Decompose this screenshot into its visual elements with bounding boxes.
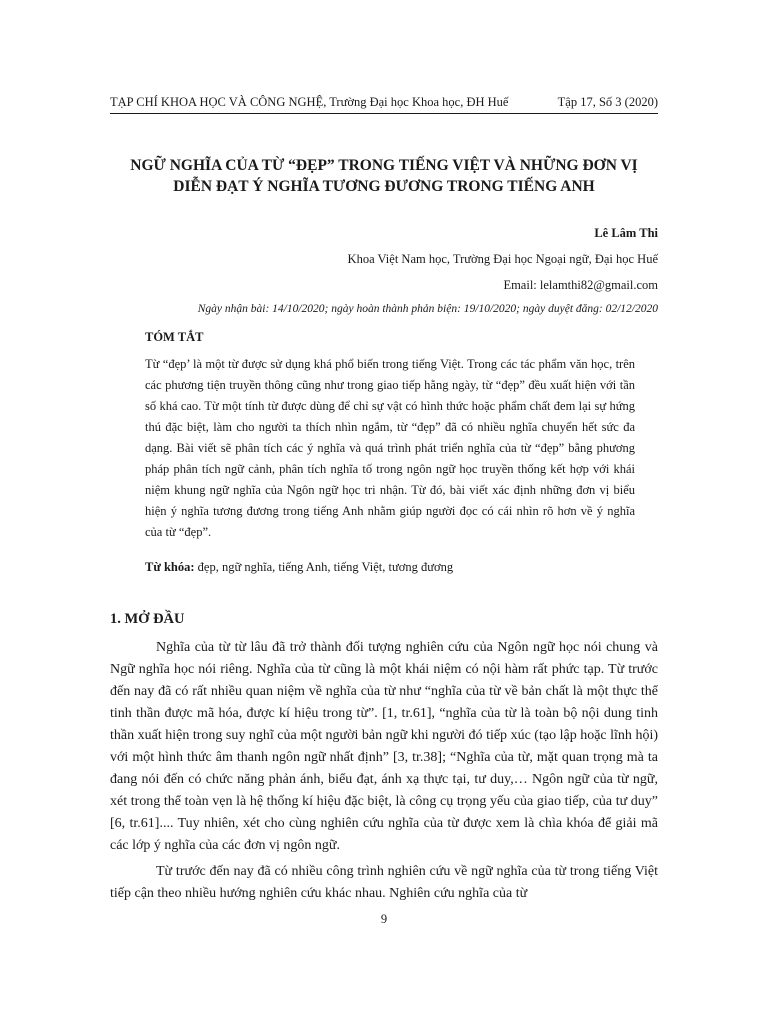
author-name: Lê Lâm Thi [594,226,658,240]
author-email: Email: lelamthi82@gmail.com [503,278,658,292]
title-line-1: NGỮ NGHĨA CỦA TỪ “ĐẸP” TRONG TIẾNG VIỆT VÀ NHỮNG ĐƠN VỊ [130,157,638,174]
section-heading: 1. MỞ ĐẦU [110,611,185,627]
abstract-heading: TÓM TẮT [145,330,204,344]
author-affiliation: Khoa Việt Nam học, Trường Đại học Ngoại ngữ, Đại học Huế [347,252,658,266]
keywords [145,560,635,575]
running-header [110,95,658,114]
body-paragraph-1: Nghĩa của từ từ lâu đã trở thành đối tượng nghiên cứu của Ngôn ngữ học nói chung và Ngữ nghĩa học nói riêng. Nghĩa của từ cũng là một khái niệm có nội hàm rất phức tạp. Từ trước đến nay đã có rất nhiều quan niệm về nghĩa của từ như “nghĩa của từ về bản chất là một thực thể tinh thần được mã hóa, được kí hiệu trong từ”. [1, tr.61], “nghĩa của từ là toàn bộ nội dung tinh thần xuất hiện trong suy nghĩ của một người bản ngữ khi người đó tiếp xúc (tạo lập hoặc lĩnh hội) với một hình thức âm thanh ngôn ngữ nhất định” [3, tr.38]; “Nghĩa của từ, mặt quan trọng mà ta đang nói đến có chức năng phản ánh, biểu đạt, ánh xạ thực tại, tư duy,… Ngôn ngữ của từ ngữ, xét trong thể toàn vẹn là hệ thống kí hiệu đặc biệt, là công cụ trọng yếu của giao tiếp, của tư duy” [6, tr.61].... Tuy nhiên, xét cho cùng nghiên cứu nghĩa của từ được xem là chìa khóa để giải mã các lớp ý nghĩa của các đơn vị ngôn ngữ. [110,640,658,853]
page-number: 9 [380,912,388,926]
submission-dates: Ngày nhận bài: 14/10/2020; ngày hoàn thành phản biện: 19/10/2020; ngày duyệt đăng: 02/12/2020 [197,303,658,315]
title-line-2: DIỄN ĐẠT Ý NGHĨA TƯƠNG ĐƯƠNG TRONG TIẾNG ANH [173,178,595,195]
journal-name: TẠP CHÍ KHOA HỌC VÀ CÔNG NGHỆ, Trường Đại học Khoa học, ĐH Huế [110,95,509,109]
keywords-label: Từ khóa: [145,560,195,574]
article-title [110,155,658,197]
volume-issue: Tập 17, Số 3 (2020) [557,95,658,109]
keywords-list: đẹp, ngữ nghĩa, tiếng Anh, tiếng Việt, tương đương [197,560,454,574]
abstract-text: Từ “đẹp’ là một từ được sử dụng khá phổ biến trong tiếng Việt. Trong các tác phẩm văn học, trên các phương tiện truyền thông cũng như trong giao tiếp hằng ngày, từ “đẹp” đều xuất hiện với tần số khá cao. Từ một tính từ được dùng để chỉ sự vật có hình thức hoặc phẩm chất đem lại sự hứng thú đặc biệt, làm cho người ta thích nhìn ngắm, từ “đẹp” đã có nhiều nghĩa chuyển hết sức đa dạng. Bài viết sẽ phân tích các ý nghĩa và quá trình phát triển nghĩa của từ “đẹp” bằng phương pháp phân tích ngữ cảnh, phân tích nghĩa tố trong ngôn ngữ học truyền thống kết hợp với khái niệm khung ngữ nghĩa của Ngôn ngữ học tri nhận. Từ đó, bài viết xác định những đơn vị biểu hiện ý nghĩa tương đương trong tiếng Anh nhằm giúp người đọc có cái nhìn rõ hơn về ý nghĩa của từ “đẹp”. [145,357,635,539]
body-paragraph-2: Từ trước đến nay đã có nhiều công trình nghiên cứu về ngữ nghĩa của từ trong tiếng Việt tiếp cận theo nhiều hướng nghiên cứu khác nhau. Nghiên cứu nghĩa của từ [110,864,658,901]
